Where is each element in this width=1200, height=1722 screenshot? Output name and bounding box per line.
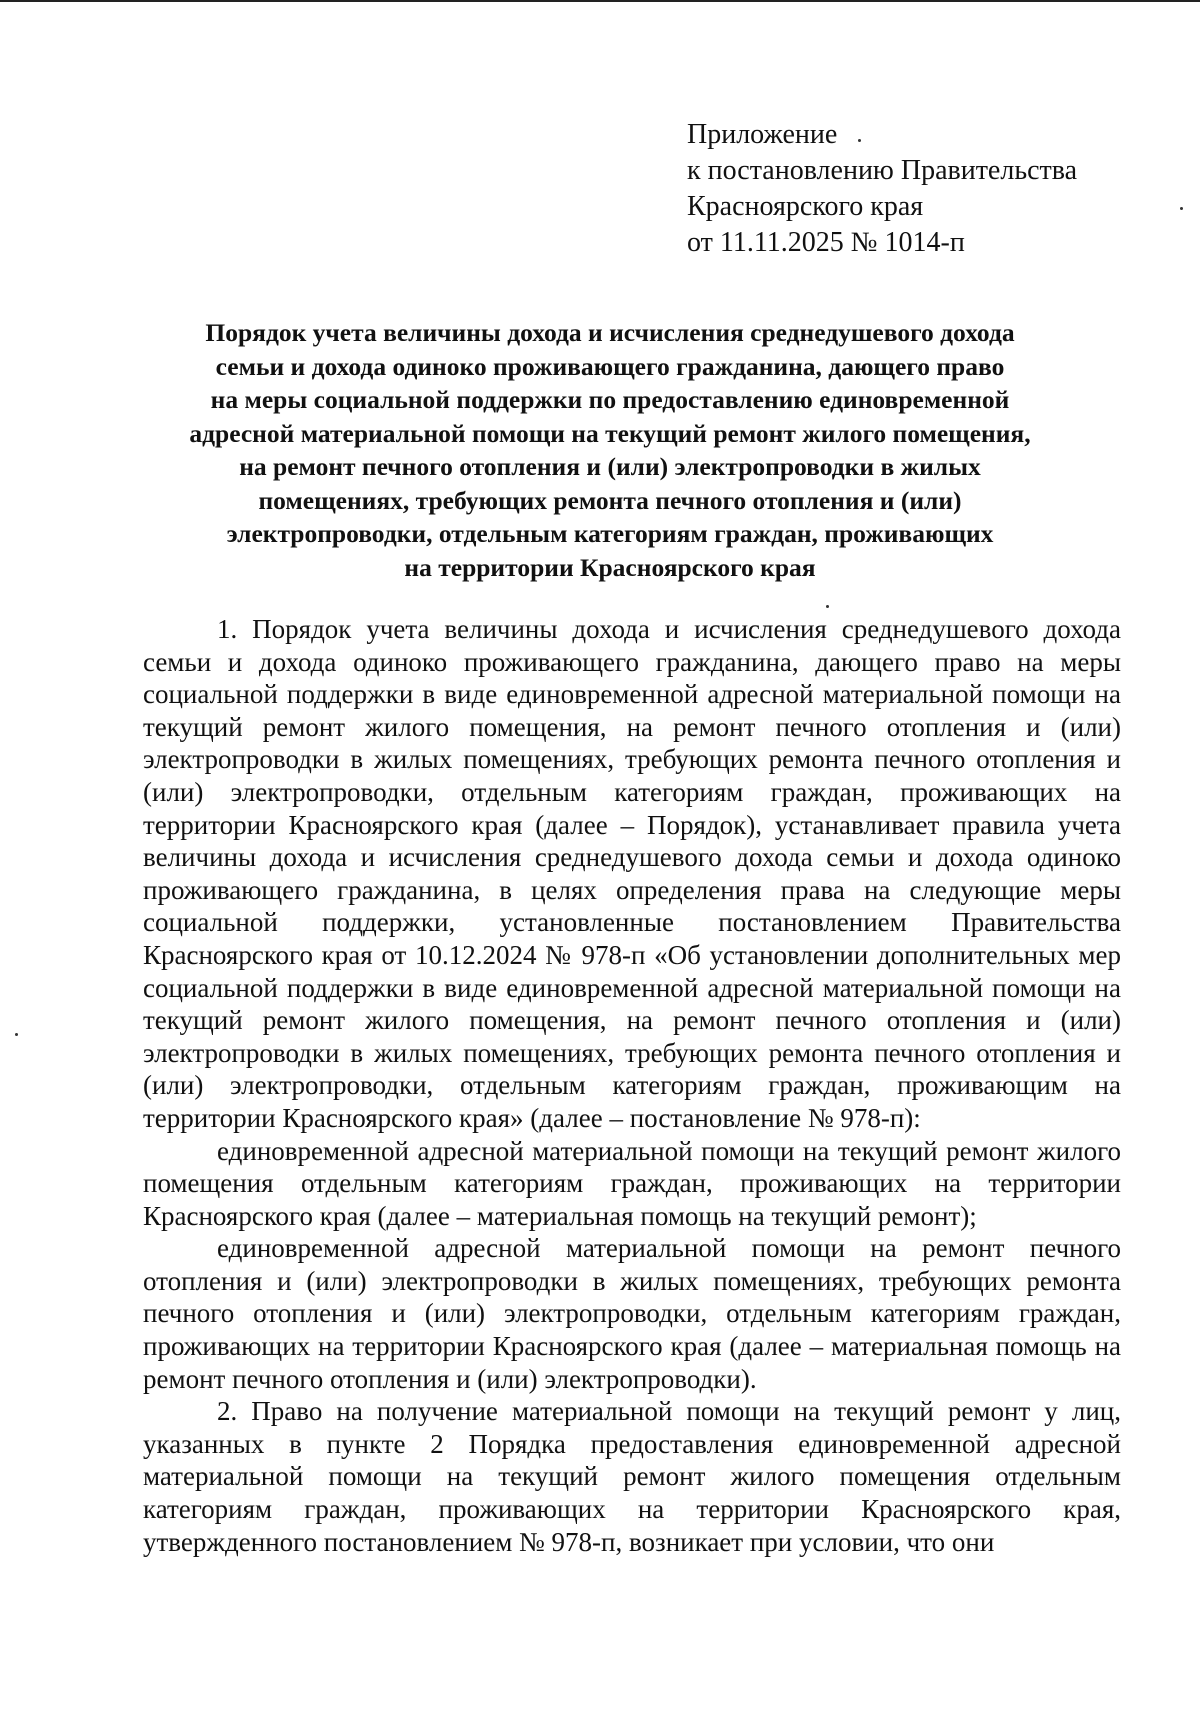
title-line: на меры социальной поддержки по предоставлению единовременной [210,385,1010,414]
appendix-region: Красноярского края [687,191,924,222]
document-title [140,316,1080,584]
appendix-label: Приложение [687,119,838,150]
scan-top-edge [0,0,1200,2]
paragraph-sub-1: единовременной адресной материальной помощи на текущий ремонт жилого помещения отдельным категориям граждан, проживающих на территории Красноярского края (далее – материальная помощь на текущий ремонт); [143,1135,1121,1231]
title-line: семьи и дохода одиноко проживающего гражданина, дающего право [215,351,1005,381]
title-line: на ремонт печного отопления и (или) электропроводки в жилых [239,452,981,481]
scan-speck [15,1033,18,1036]
title-line: адресной материальной помощи на текущий ремонт жилого помещения, [189,418,1031,448]
appendix-block [687,117,1167,261]
scan-speck [1180,207,1183,210]
title-line: помещениях, требующих ремонта печного отопления и (или) [258,485,962,515]
title-line: на территории Красноярского края [404,552,816,582]
scan-speck [826,605,829,608]
appendix-date-number: от 11.11.2025 № 1014-п [687,227,965,258]
paragraph-2: 2. Право на получение материальной помощи на текущий ремонт у лиц, указанных в пункте 2 Порядка предоставления единовременной адресной материальной помощи на текущий ремонт жилого помещения отдельным категориям граждан, проживающих на территории Красноярского края, утвержденного постановлением № 978-п, возникает при условии, что они [143,1396,1121,1557]
paragraph-sub-2: единовременной адресной материальной помощи на ремонт печного отопления и (или) электропроводки в жилых помещениях, требующих ремонта печного отопления и (или) электропроводки, отдельным категориям граждан, проживающих на территории Красноярского края (далее – материальная помощь на ремонт печного отопления и (или) электропроводки). [143,1233,1121,1394]
document-body [143,613,1121,1558]
title-line: Порядок учета величины дохода и исчисления среднедушевого дохода [205,318,1015,347]
title-line: электропроводки, отдельным категориям граждан, проживающих [226,519,994,548]
appendix-resolution-ref: к постановлению Правительства [687,155,1078,186]
paragraph-1: 1. Порядок учета величины дохода и исчисления среднедушевого дохода семьи и дохода одиноко проживающего гражданина, дающего право на меры социальной поддержки в виде единовременной адресной материальной помощи на текущий ремонт жилого помещения, на ремонт печного отопления и (или) электропроводки в жилых помещениях, требующих ремонта печного отопления и (или) электропроводки, отдельным категориям граждан, проживающих на территории Красноярского края (далее – Порядок), устанавливает правила учета величины дохода и исчисления среднедушевого дохода семьи и дохода одиноко проживающего гражданина, в целях определения права на следующие меры социальной поддержки, установленные постановлением Правительства Красноярского края от 10.12.2024 № 978-п «Об установлении дополнительных мер социальной поддержки в виде единовременной адресной материальной помощи на текущий ремонт жилого помещения, на ремонт печного отопления и (или) электропроводки в жилых помещениях, требующих ремонта печного отопления и (или) электропроводки, отдельным категориям граждан, проживающим на территории Красноярского края» (далее – постановление № 978-п): [143,614,1121,1133]
